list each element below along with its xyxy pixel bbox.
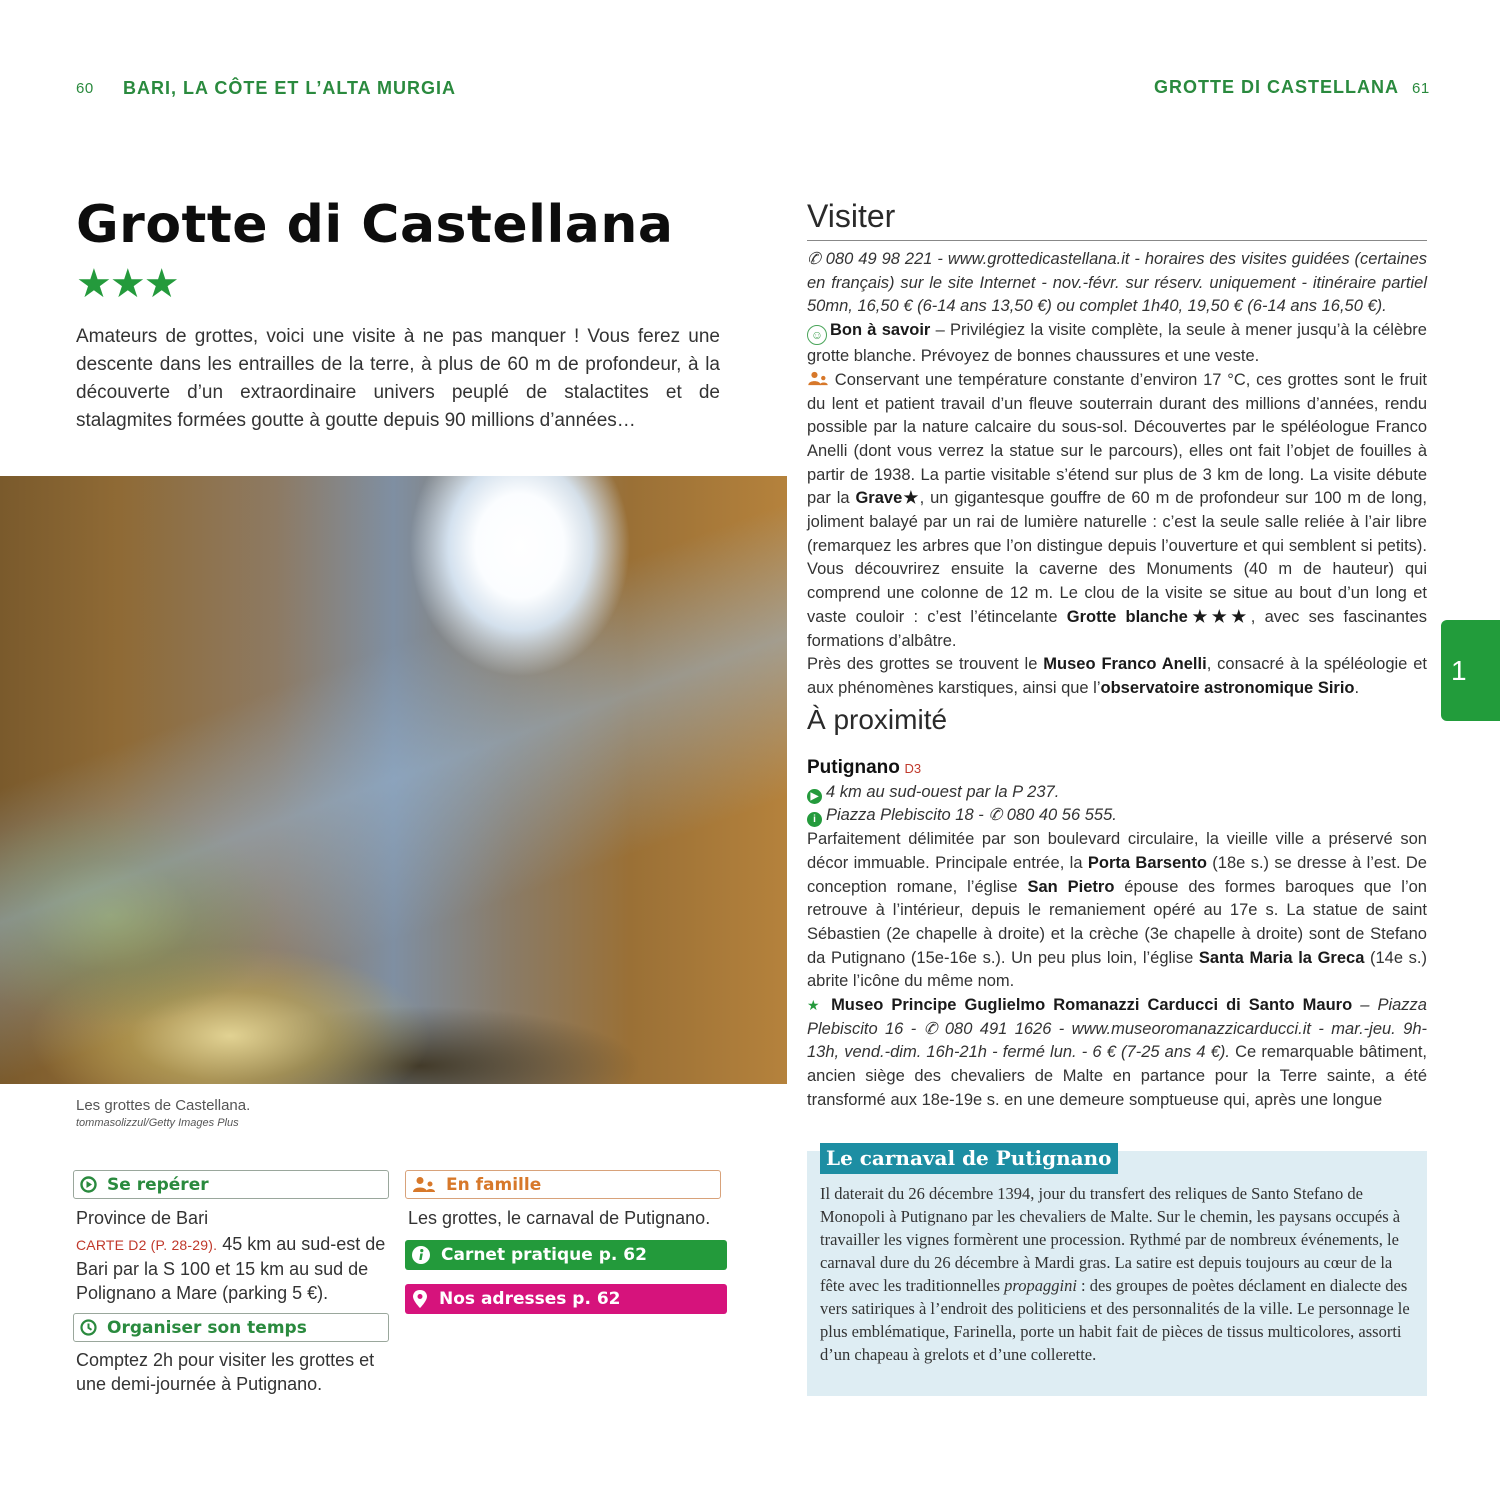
cave-photo (0, 476, 787, 1084)
section-divider (807, 240, 1427, 241)
se-reperer-body (76, 1206, 386, 1305)
photo-caption: Les grottes de Castellana. (76, 1097, 251, 1114)
visiter-paragraph-2: Près des grottes se trouvent le Museo Franco Anelli, consacré à la spéléologie et aux phénomènes karstiques, ainsi que l’observatoire astronomique Sirio. (807, 655, 1428, 697)
en-famille-title: En famille (446, 1174, 542, 1195)
clock-icon (80, 1319, 97, 1336)
nos-adresses-label: Nos adresses p. 62 (439, 1289, 621, 1309)
visiter-content (807, 248, 1427, 701)
intro-paragraph: Amateurs de grottes, voici une visite à ne pas manquer ! Vous ferez une descente dans les entrailles de la terre, à plus de 60 m de profondeur, à la découverte d’un extraordinaire univers peuplé de stalactites et de stalagmites formées goutte à goutte depuis 90 millions d’années… (76, 326, 720, 431)
practical-info: ✆ 080 49 98 221 - www.grottedicastellana.it - horaires des visites guidées (certaines en français) sur le site Internet - nov.-févr. sur réserv. uniquement - itinéraire partiel 50mn, 16,50 € (6-14 ans 13,50 €) ou complet 1h40, 19,50 € (6-14 ans 16,50 €). (807, 250, 1427, 316)
organiser-body: Comptez 2h pour visiter les grottes et une demi-journée à Putignano. (76, 1350, 375, 1394)
carnet-pratique-label: Carnet pratique p. 62 (441, 1245, 647, 1265)
page-title: Grotte di Castellana (76, 195, 674, 255)
info-icon (411, 1245, 431, 1265)
proximite-content (807, 756, 1427, 1113)
chapter-tab[interactable]: 1 (1441, 620, 1500, 721)
bon-a-savoir: ☺ Bon à savoir – Privilégiez la visite complète, la seule à mener jusqu’à la célèbre grotte blanche. Prévoyez de bonnes chaussures et une veste. (807, 321, 1427, 366)
carnaval-title: Le carnaval de Putignano (820, 1143, 1118, 1174)
photo-credit: tommasolizzul/Getty Images Plus (76, 1117, 239, 1129)
right-page-number: 61 (1412, 80, 1430, 97)
organiser-header (73, 1313, 389, 1342)
nos-adresses-link[interactable] (405, 1284, 727, 1314)
map-reference[interactable]: D3 (904, 761, 922, 776)
info-icon: i (807, 812, 822, 827)
en-famille-body: Les grottes, le carnaval de Putignano. (408, 1208, 711, 1228)
play-icon: ▶ (807, 789, 822, 804)
right-running-header: GROTTE DI CASTELLANA (1154, 77, 1399, 97)
putignano-description: Parfaitement délimitée par son boulevard circulaire, la vieille ville a préservé son décor immuable. Principale entrée, la Porta Barsento (18e s.) se dresse à l’est. De conception romane, l’église San Pietro épouse des formes baroques que l’on retrouve à l’intérieur, depuis le remaniement opéré au 17e s. La statue de saint Sébastien (2e chapelle à droite) et la crèche (3e chapelle à droite) sont de Stefano da Putignano (15e-16e s.). Un peu plus loin, l’église Santa Maria la Greca (14e s.) abrite l’icône du même nom. (807, 830, 1427, 991)
carnet-pratique-link[interactable] (405, 1240, 727, 1270)
family-icon (412, 1176, 436, 1193)
left-running-header: BARI, LA CÔTE ET L’ALTA MURGIA (123, 78, 456, 98)
map-reference-link[interactable]: CARTE D2 (P. 28-29). (76, 1237, 218, 1253)
play-circle-icon (80, 1176, 97, 1193)
proximite-heading: À proximité (807, 704, 948, 735)
star-icon: ★ (807, 997, 824, 1014)
province: Province de Bari (76, 1208, 209, 1228)
directions-text: 45 km au sud-est de Bari par la S 100 et 15 km au sud de Polignano a Mare (parking 5 €). (76, 1234, 386, 1303)
smiley-icon: ☺ (807, 325, 827, 345)
en-famille-header (405, 1170, 721, 1199)
tourist-info: i Piazza Plebiscito 18 - ✆ 080 40 56 555. (807, 804, 1427, 828)
organiser-title: Organiser son temps (107, 1317, 307, 1338)
map-pin-icon (411, 1289, 429, 1309)
carnaval-text: Il daterait du 26 décembre 1394, jour du transfert des reliques de Santo Stefano de Monopoli à Putignano par les chevaliers de Malte. Sur le chemin, les paysans occupés à travailler les vignes formèrent une procession. Rythmé par de nombreux événements, le carnaval dure du 26 décembre à Mardi gras. La satire est depuis toujours au cœur de la fête avec les traditionnelles propaggini : des groupes de poètes déclament en dialecte des vers satiriques à l’endroit des politiciens et des personnalités de la ville. Le personnage le plus emblématique, Farinella, porte un habit fait de pièces de tissus multicolores, assorti d’un chapeau à grelots et d’une collerette. (820, 1184, 1410, 1364)
phone-icon: ✆ (988, 806, 1003, 825)
visiter-paragraph-1: Conservant une température constante d’environ 17 °C, ces grottes sont le fruit du lent et patient travail d’un fleuve souterrain durant des millions d’années, rendu possible par la nature calcaire du sous-sol. Découvertes par le spéléologue Franco Anelli (dont vous verrez la statue sur le parcours), elles ont fait l’objet de fouilles à partir de 1938. La partie visitable s’étend sur plus de 3 km de long. La visite débute par la Grave★, un gigantesque gouffre de 60 m de profondeur sur 100 m de long, joliment balayé par un rai de lumière naturelle : c’est la seule salle reliée à l’air libre (remarquez les arbres que l’on distingue depuis l’ouverture et qui semblent si petits). Vous découvrirez ensuite la caverne des Monuments (40 m de hauteur) qui comprend une colonne de 12 m. Le clou de la visite se situe au bout d’un long et vaste couloir : c’est l’étincelante Grotte blanche★★★, avec ses fascinantes formations d’albâtre. (807, 370, 1428, 650)
museo-entry: ★ Museo Principe Guglielmo Romanazzi Carducci di Santo Mauro – Piazza Plebiscito 16 - ✆ 080 491 1626 - www.museoromanazzicarducci.it - mar.-jeu. 9h-13h, vend.-dim. 16h-21h - fermé lun. - 6 € (7-25 ans 4 €). Ce remarquable bâtiment, ancien siège des chevaliers de Malte en partance pour la Terre sainte, a été transformé aux 18e-19e s. en une demeure somptueuse qui, après une longue (807, 996, 1428, 1109)
se-reperer-title: Se repérer (107, 1174, 209, 1195)
left-page-number: 60 (76, 80, 94, 97)
visiter-heading: Visiter (807, 198, 896, 234)
place-heading: Putignano D3 (807, 757, 922, 778)
phone-icon: ✆ (923, 1019, 938, 1038)
phone-icon: ✆ (807, 250, 821, 268)
se-reperer-header (73, 1170, 389, 1199)
directions: ▶ 4 km au sud-ouest par la P 237. (807, 781, 1427, 805)
family-icon (807, 371, 829, 386)
rating-stars-icon: ★★★ (76, 262, 178, 306)
